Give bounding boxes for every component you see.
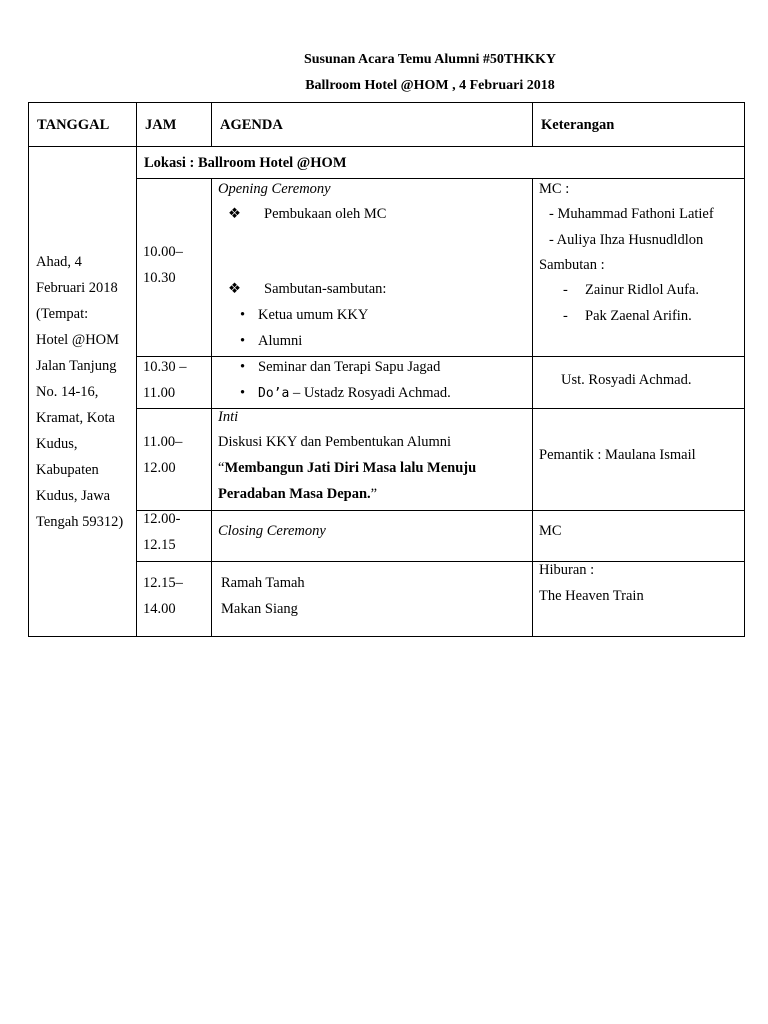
- agenda-quote: “Membangun Jati Diri Masa lalu Menuju: [218, 460, 477, 476]
- bullet-icon: •: [240, 333, 246, 349]
- time-end: 14.00: [143, 601, 176, 617]
- date-line: No. 14-16,: [36, 384, 99, 400]
- notes-cell: [533, 179, 745, 357]
- header-jam: JAM: [137, 103, 212, 147]
- time-start: 12.15–: [143, 575, 183, 591]
- time-cell: [137, 409, 212, 511]
- date-line: (Tempat:: [36, 306, 89, 322]
- date-cell: [29, 147, 137, 637]
- notes-cell: [533, 357, 745, 409]
- diamond-bullet-icon: ❖: [228, 206, 241, 222]
- agenda-subitem: • Ketua umum KKY: [240, 302, 368, 328]
- agenda-cell: [212, 562, 533, 637]
- header-tanggal: TANGGAL: [29, 103, 137, 147]
- agenda-line: Diskusi KKY dan Pembentukan Alumni: [218, 434, 452, 450]
- table-row: [29, 511, 745, 562]
- agenda-heading: Opening Ceremony: [218, 181, 331, 197]
- time-cell: [137, 562, 212, 637]
- time-end: 11.00: [143, 385, 176, 401]
- agenda-quote: Peradaban Masa Depan.”: [218, 486, 378, 502]
- time-end: 10.30: [143, 270, 176, 286]
- schedule-table: [28, 102, 745, 637]
- diamond-bullet-icon: ❖: [228, 281, 241, 297]
- date-line: Tengah 59312): [36, 514, 124, 530]
- notes-cell: [533, 511, 745, 562]
- agenda-heading: Closing Ceremony: [218, 523, 326, 539]
- agenda-cell: [212, 357, 533, 409]
- agenda-line: Ramah Tamah: [221, 575, 305, 591]
- agenda-cell: [212, 409, 533, 511]
- bullet-icon: •: [240, 359, 246, 375]
- table-row: [29, 357, 745, 409]
- date-line: Kudus,: [36, 436, 78, 452]
- notes-cell: [533, 409, 745, 511]
- agenda-item: ❖ Pembukaan oleh MC: [228, 201, 386, 227]
- notes-line: - Auliya Ihza Husnudldlon: [549, 232, 704, 248]
- notes-line: - Pak Zaenal Arifin.: [563, 308, 692, 324]
- agenda-heading: Inti: [218, 409, 239, 425]
- date-line: Jalan Tanjung: [36, 358, 117, 374]
- time-cell: [137, 357, 212, 409]
- header-agenda: AGENDA: [212, 103, 533, 147]
- agenda-item: ❖ Sambutan-sambutan:: [228, 276, 386, 302]
- agenda-subitem: • Do’a – Ustadz Rosyadi Achmad.: [240, 380, 451, 407]
- bullet-icon: •: [240, 385, 246, 401]
- location-cell: Lokasi : Ballroom Hotel @HOM: [137, 147, 745, 179]
- agenda-line: Makan Siang: [221, 601, 298, 617]
- time-end: 12.00: [143, 460, 176, 476]
- notes-cell: [533, 562, 745, 637]
- notes-label: Sambutan :: [539, 257, 605, 273]
- time-start: 10.30 –: [143, 359, 187, 375]
- document-title: Susunan Acara Temu Alumni #50THKKY: [303, 52, 557, 67]
- table-header-row: [29, 103, 745, 147]
- notes-line: Ust. Rosyadi Achmad.: [561, 372, 692, 388]
- table-row: [29, 179, 745, 357]
- date-line: Februari 2018: [36, 280, 118, 296]
- time-end: 12.15: [143, 537, 176, 553]
- notes-line: MC: [539, 523, 562, 539]
- notes-label: Hiburan :: [539, 562, 595, 578]
- bullet-icon: •: [240, 307, 246, 323]
- time-start: 12.00-: [143, 511, 181, 527]
- date-line: Kabupaten: [36, 462, 99, 478]
- agenda-cell: [212, 511, 533, 562]
- notes-line: Pemantik : Maulana Ismail: [539, 447, 696, 463]
- agenda-cell: [212, 179, 533, 357]
- agenda-subitem: • Seminar dan Terapi Sapu Jagad: [240, 354, 440, 380]
- notes-line: - Muhammad Fathoni Latief: [549, 206, 714, 222]
- table-row: [29, 562, 745, 637]
- agenda-subitem: • Alumni: [240, 328, 302, 354]
- header-keterangan: Keterangan: [533, 103, 745, 147]
- notes-line: - Zainur Ridlol Aufa.: [563, 282, 699, 298]
- document-subtitle: Ballroom Hotel @HOM , 4 Februari 2018: [305, 78, 555, 93]
- location-row: [29, 147, 745, 179]
- date-line: Kramat, Kota: [36, 410, 115, 426]
- date-line: Kudus, Jawa: [36, 488, 111, 504]
- notes-line: The Heaven Train: [539, 588, 644, 604]
- notes-label: MC :: [539, 181, 570, 197]
- time-cell: [137, 179, 212, 357]
- date-line: Hotel @HOM: [36, 332, 120, 348]
- table-row: [29, 409, 745, 511]
- date-line: Ahad, 4: [36, 254, 82, 270]
- time-cell: [137, 511, 212, 562]
- time-start: 10.00–: [143, 244, 183, 260]
- time-start: 11.00–: [143, 434, 183, 450]
